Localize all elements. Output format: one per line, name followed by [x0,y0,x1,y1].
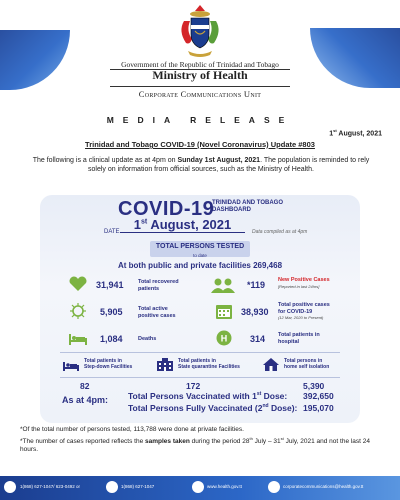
footnote-sup-2: st [280,436,284,441]
both-facilities-value: 269,468 [253,261,283,270]
dashboard-date-rest: August, 2021 [147,217,232,232]
total-positive-label [278,302,330,322]
hospital-icon [214,330,234,346]
stepdown-label [84,358,132,370]
stepdown-value: 82 [80,381,90,391]
vax-full-label-a: Total Persons Fully Vaccinated (2 [128,403,263,413]
dashboard-subtitle-2: DASHBOARD [212,207,251,213]
hospital-label-2: hospital [278,338,300,345]
footnote-samples-b: during the period 28 [189,438,250,446]
calendar-icon [214,303,234,319]
release-date-sup: st [333,128,337,133]
home-icon [262,357,280,372]
unit-title [0,89,400,99]
quarantine-label [178,358,240,370]
quarantine-label-2: State quarantine Facilities [178,364,240,370]
home-isolation-label [284,358,329,370]
email-icon [268,481,280,493]
release-date-rest: August, 2021 [336,130,382,138]
footnote-samples [20,435,380,454]
recovered-label-2: patients [138,285,160,292]
vax-full-label-b: Dose): [268,403,298,413]
vax-full-sup: nd [262,403,269,410]
vax-first-label-a: Total Persons Vaccinated with 1 [128,391,257,401]
footnote-samples-bold: samples taken [145,438,190,446]
footnote-samples-d: July, 2021 and not the last 24 hours. [20,438,371,454]
home-isolation-value: 5,390 [303,381,325,391]
as-at-label: As at 4pm: [62,395,109,405]
active-label [138,306,176,319]
release-date-num: 1 [329,130,334,138]
people-icon [210,277,236,293]
media-release-heading: MEDIA RELEASE [106,115,294,125]
stepdown-icon [62,358,80,372]
virus-icon [68,303,88,319]
dashboard-subtitle-1: TRINIDAD AND TOBAGO [212,200,283,206]
quarantine-building-icon [156,357,174,372]
intro-paragraph [26,156,376,174]
contact-website[interactable]: www.health.gov.tt [207,484,242,489]
new-cases-value: *119 [247,280,266,290]
home-isolation-label-1: Total persons in [284,358,323,364]
both-facilities-label: At both public and private facilities [117,261,251,270]
stepdown-label-2: Step-down Facilities [84,364,133,370]
hospital-value: 314 [250,334,266,344]
dashboard-divider-lower [60,377,340,378]
new-cases-label [278,277,330,290]
total-positive-label-2: for COVID-19 [278,308,313,315]
active-label-2: positive cases [138,312,176,319]
total-tested-label: TOTAL PERSONS TESTED [155,243,245,250]
total-positive-note: (12 Mar, 2020 to Present) [278,315,324,320]
dashboard-divider [60,352,340,353]
deaths-value: 1,084 [100,334,123,344]
dashboard-date-label: DATE [104,229,120,235]
vax-full-value: 195,070 [303,403,334,413]
quarantine-value: 172 [186,381,201,391]
phone-icon [4,481,16,493]
contact-phone-1: 1(868) 627-1047/ 623-0492 or [20,484,81,489]
intro-text-1: The following is a clinical update as at 4pm on [32,157,178,164]
update-title: Trinidad and Tobago COVID-19 (Novel Coronavirus) Update #803 [85,140,315,149]
web-icon [192,481,204,493]
footnote-sup-1: th [249,436,253,441]
svg-text:H: H [220,333,228,344]
coat-of-arms-icon [176,3,224,59]
total-positive-value: 38,930 [241,307,269,317]
footnote-private: *Of the total number of persons tested, 113,788 were done at private facilities. [20,426,244,433]
active-label-1: Total active [138,306,168,312]
recovered-value: 31,941 [96,280,124,290]
data-compiled-note: Data compiled as at 4pm [252,229,308,235]
contact-email[interactable]: corporatecommunications@health.gov.tt [283,484,364,489]
dashboard-date-sup: st [140,218,148,226]
deaths-label: Deaths [138,336,157,342]
header-rule-lower [110,86,290,87]
quarantine-label-1: Total patients in [178,358,216,364]
fax-icon [106,481,118,493]
home-isolation-label-2: home self isolation [284,364,330,370]
government-line: Government of the Republic of Trinidad and Tobago [121,60,279,69]
dashboard-date [120,217,245,233]
vax-first-label-b: Dose: [261,391,288,401]
heart-icon [68,276,88,292]
dashboard-subtitle [212,200,283,214]
recovered-label-1: Total recovered [138,279,179,285]
total-positive-label-1: Total positive cases [278,302,330,308]
hospital-label-1: Total patients in [278,332,320,338]
intro-text-2: . The population is reminded to rely solely on information from official sources, such as the Ministry of Health. [88,157,370,173]
recovered-label [138,279,179,292]
new-cases-note: [Reported in last 24hrs] [278,283,320,289]
release-date [329,128,382,137]
vax-first-label [128,391,287,401]
hospital-label [278,332,320,345]
footnote-samples-c: July – 31 [252,438,281,446]
unit-title-text: Corporate Communications Unit [138,89,262,99]
footnote-samples-a: *The number of cases reported reflects the [20,438,146,446]
dashboard-date-num: 1 [133,217,141,232]
new-cases-label-text: New Positive Cases [278,277,330,283]
vax-first-sup: st [256,391,262,398]
bed-icon [68,330,88,346]
dashboard-title: COVID-19 [118,198,215,220]
contact-phone-2: 1(868) 627-1047 [121,484,155,489]
total-tested-to-date: to date [193,253,207,258]
intro-date-bold: Sunday 1st August, 2021 [177,157,261,164]
both-facilities-line [40,261,360,270]
active-value: 5,905 [100,307,123,317]
ministry-title: Ministry of Health [152,68,248,82]
vax-full-label [128,403,297,413]
stepdown-label-1: Total patients in [84,358,122,364]
vax-first-value: 392,650 [303,391,334,401]
